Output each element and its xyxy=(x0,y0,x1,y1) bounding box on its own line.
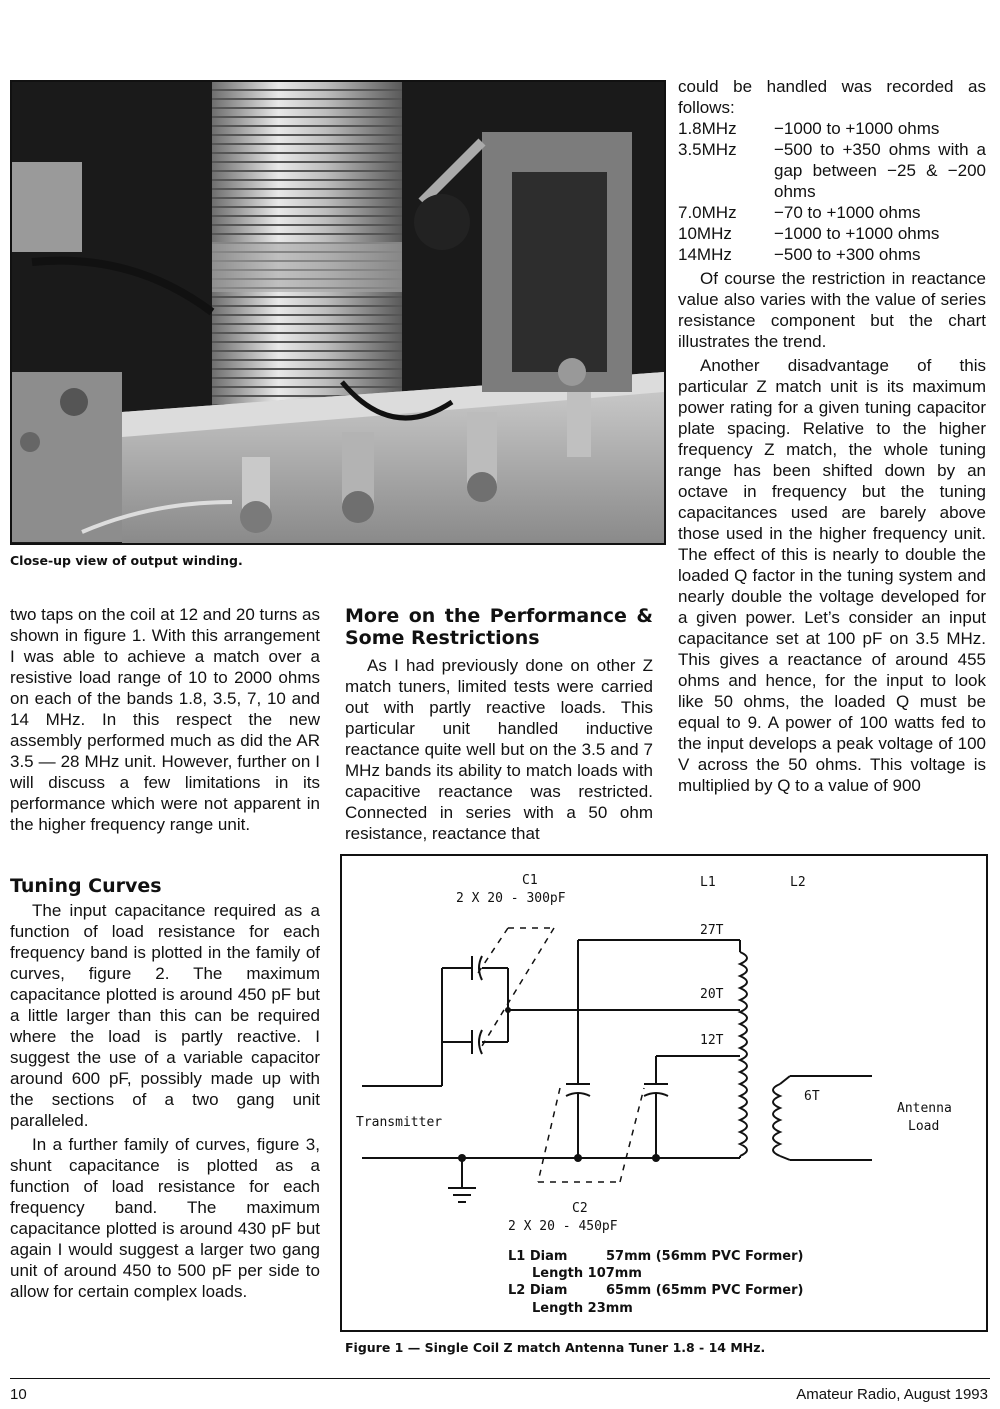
paragraph-input-capacitance: The input capacitance required as a function of load resistance for each frequency band is plotted in the family of curves, figure 2. The maximum capacitance plotted is around 450 pF but a little larger than this can be required where the load is partly reactive. I suggest the use of a variable capacitor around 600 pF, possibly made up with the sections of a two gang unit paralleled. xyxy=(10,901,320,1130)
paragraph-another-disadvantage: Another disadvantage of this particular Z match unit is its maximum power rating for a given tuning capacitor plate spacing. Relative to the higher frequency Z match, the whole tuning range has been shifted down by an octave in frequency but the tuning capacitances used are barely above those used in the higher frequency unit. The effect of this is nearly to double the loaded Q factor in the tuning system and nearly double the voltage developed for a given power. Let’s consider an input capacitance set at 100 pF on 3.5 MHz. This gives a reactance of around 455 ohms and hence, for the input to look like 50 ohms, the loaded Q must be equal to 9. A power of 100 watts fed to the input develops a peak voltage of 100 V across the 50 ohms. This voltage is multiplied by Q to a value of 900 xyxy=(678,356,986,795)
column-3-top xyxy=(678,76,986,796)
photo-caption: Close-up view of output winding. xyxy=(10,553,243,568)
column-1 xyxy=(10,604,320,1302)
antenna-label: Antenna xyxy=(897,1101,952,1116)
tap-12t: 12T xyxy=(700,1033,724,1048)
reactance-value: −1000 to +1000 ohms xyxy=(774,224,940,243)
reactance-band: 14MHz xyxy=(678,245,732,264)
c1-value: 2 X 20 - 300pF xyxy=(456,891,566,906)
page-number: 10 xyxy=(10,1386,27,1403)
figure-caption: Figure 1 — Single Coil Z match Antenna Tuner 1.8 - 14 MHz. xyxy=(345,1340,766,1355)
paragraph-of-course: Of course the restriction in reactance value also varies with the value of series resistance component but the chart illustrates the trend. xyxy=(678,269,986,351)
paragraph-performance: As I had previously done on other Z match tuners, limited tests were carried out with partly reactive loads. This particular unit handled inductive reactance quite well but on the 3.5 and 7 MHz bands its ability to match loads with capacitive reactance was restricted. Connected in series with a 50 ohm resistance, reactance that xyxy=(345,656,653,843)
reactance-row xyxy=(678,202,986,223)
reactance-value: −500 to +300 ohms xyxy=(774,245,921,264)
c2-label: C2 xyxy=(572,1201,588,1216)
heading-performance: More on the Performance & Some Restrictions xyxy=(345,605,653,649)
transmitter-label: Transmitter xyxy=(356,1115,443,1130)
reactance-band: 3.5MHz xyxy=(678,140,737,159)
paragraph-shunt-capacitance: In a further family of curves, figure 3, shunt capacitance is plotted as a function of load resistance for each frequency band. The maximum capacitance plotted is around 430 pF but again I would suggest a larger two gang unit of around 450 to 500 pF per side to allow for certain complex loads. xyxy=(10,1135,320,1301)
spec-l1-length: Length 107mm xyxy=(532,1266,642,1281)
reactance-band: 1.8MHz xyxy=(678,119,737,138)
spec-l2-value: 65mm (65mm PVC Former) xyxy=(606,1283,804,1298)
photo-illustration xyxy=(12,82,664,543)
l2-label: L2 xyxy=(790,875,806,890)
reactance-value: −1000 to +1000 ohms xyxy=(774,119,940,138)
spec-l2-label: L2 Diam xyxy=(508,1283,568,1298)
publication-footer: Amateur Radio, August 1993 xyxy=(796,1386,988,1403)
c2-value: 2 X 20 - 450pF xyxy=(508,1219,618,1234)
column-2 xyxy=(345,605,653,844)
paragraph-two-taps: two taps on the coil at 12 and 20 turns as shown in figure 1. With this arrangement I was able to achieve a match over a resistive load range of 10 to 2000 ohms on each of the bands 1.8, 3.5, 7, 10 and 14 MHz. In this respect the new assembly performed much as did the AR 3.5 — 28 MHz unit. However, further on I will discuss a few limitations in its performance which were not apparent in the higher frequency range unit. xyxy=(10,605,320,834)
figure-1-schematic xyxy=(340,854,988,1332)
heading-tuning-curves: Tuning Curves xyxy=(10,875,162,897)
spec-l1-label: L1 Diam xyxy=(508,1249,568,1264)
reactance-row xyxy=(678,118,986,139)
reactance-band: 7.0MHz xyxy=(678,203,737,222)
spec-l2-length: Length 23mm xyxy=(532,1301,633,1316)
reactance-table xyxy=(678,118,986,265)
reactance-row xyxy=(678,139,986,202)
schematic-drawing xyxy=(342,856,986,1330)
reactance-value: −500 to +350 ohms with a gap between −25 & −200 ohms xyxy=(774,140,986,201)
reactance-row xyxy=(678,223,986,244)
reactance-intro: could be handled was recorded as follows: xyxy=(678,77,986,117)
footer-rule xyxy=(10,1378,990,1379)
tap-20t: 20T xyxy=(700,987,724,1002)
reactance-band: 10MHz xyxy=(678,224,732,243)
reactance-row xyxy=(678,244,986,265)
load-label: Load xyxy=(908,1119,940,1134)
l1-label: L1 xyxy=(700,875,716,890)
photo-output-winding xyxy=(10,80,666,545)
l2-turns: 6T xyxy=(804,1089,820,1104)
reactance-value: −70 to +1000 ohms xyxy=(774,203,921,222)
c1-label: C1 xyxy=(522,873,538,888)
tap-27t: 27T xyxy=(700,923,724,938)
spec-l1-value: 57mm (56mm PVC Former) xyxy=(606,1249,804,1264)
